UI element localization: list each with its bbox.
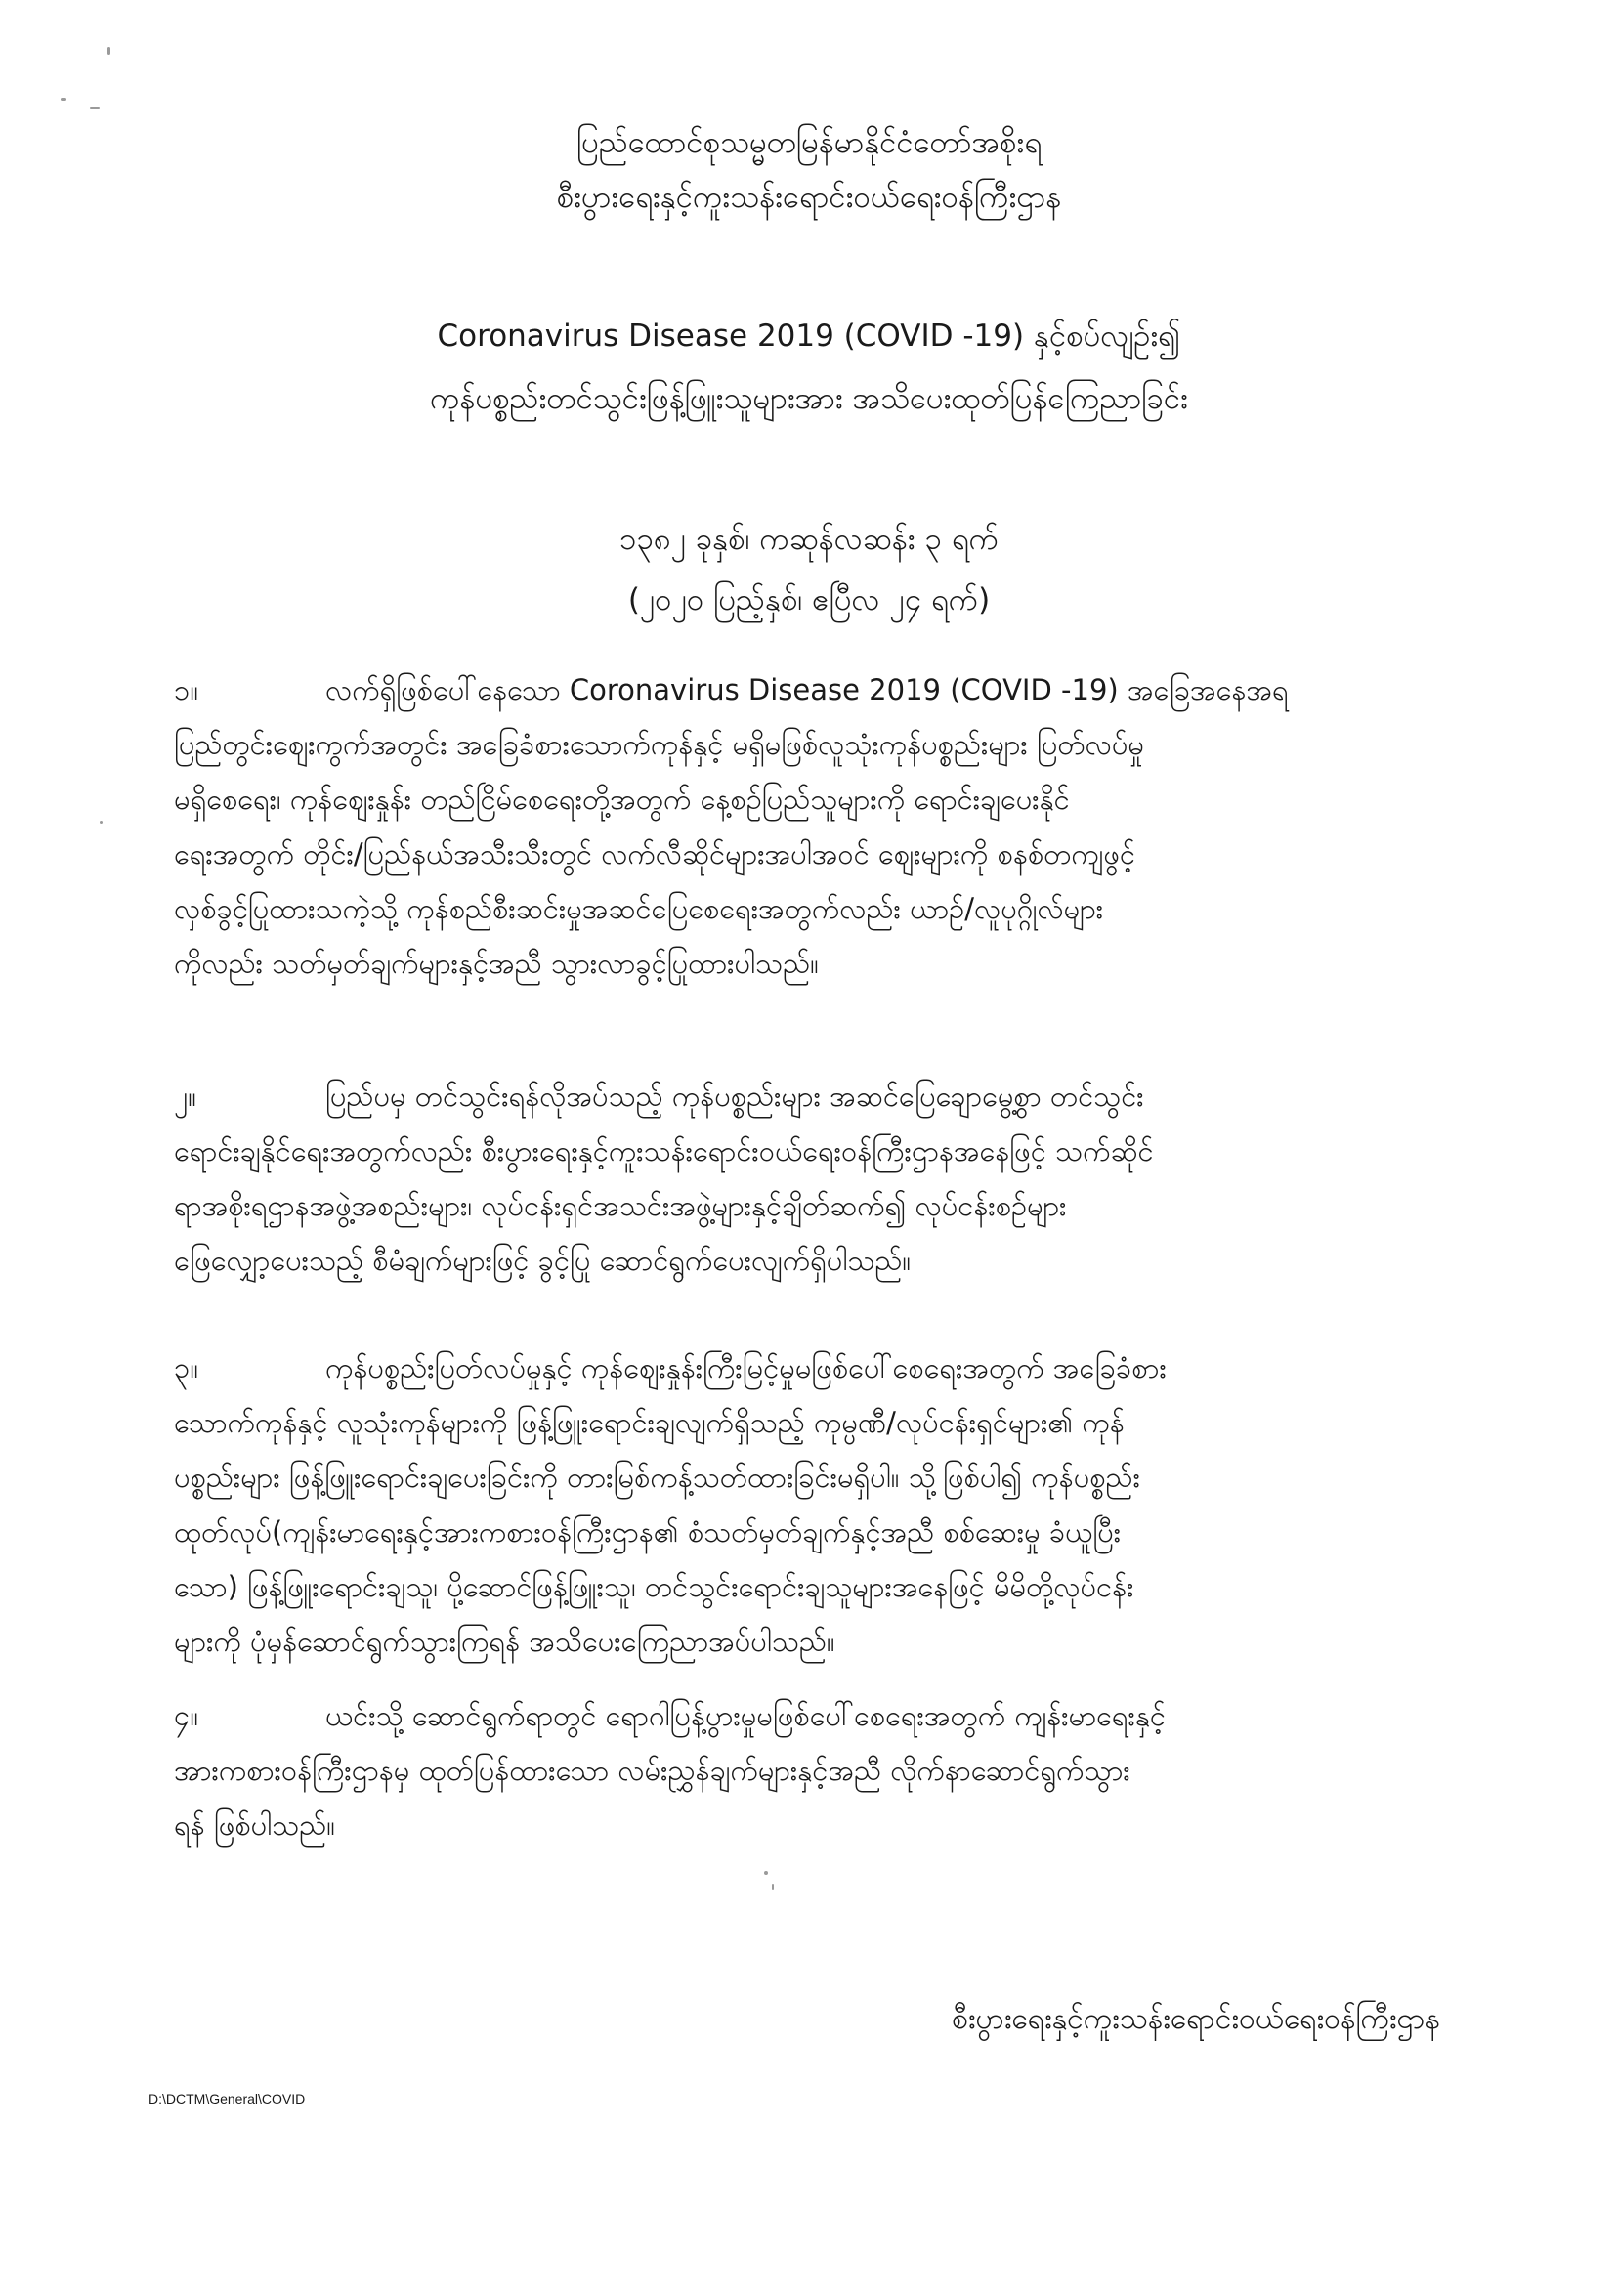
paragraph-line	[174, 1069, 1440, 1124]
scan-speck	[90, 107, 100, 109]
paragraph-3	[174, 1340, 1440, 1669]
paragraph-text: ပြည်ပမှ တင်သွင်းရန်လိုအပ်သည့် ကုန်ပစ္စည်းများ အဆင်ပြေချောမွေ့စွာ တင်သွင်း	[325, 1080, 1144, 1113]
government-name: ပြည်ထောင်စုသမ္မတမြန်မာနိုင်ငံတော်အစိုးရ	[575, 125, 1043, 160]
paragraph-text: ယင်းသို့ ဆောင်ရွက်ရာတွင် ရောဂါပြန့်ပွားမှုမဖြစ်ပေါ်စေရေးအတွက် ကျန်းမာရေးနှင့်	[325, 1699, 1166, 1732]
paragraph-line: ရေးအတွက် တိုင်း/ပြည်နယ်အသီးသီးတွင် လက်လီဆိုင်များအပါအဝင် ဈေးများကို စနစ်တကျဖွင့်	[174, 837, 1135, 871]
paragraph-line	[174, 1688, 1440, 1743]
scan-speck	[764, 1871, 768, 1875]
subject-title-line-1: Coronavirus Disease 2019 (COVID -19) နှင့်စပ်လျဉ်း၍	[437, 319, 1181, 354]
paragraph-line: လှစ်ခွင့်ပြုထားသကဲ့သို့ ကုန်စည်စီးဆင်းမှုအဆင်ပြေစေရေးအတွက်လည်း ယာဉ်/လူပုဂ္ဂိုလ်များ	[174, 892, 1104, 925]
paragraph-2	[174, 1069, 1440, 1288]
scan-speck	[61, 98, 66, 101]
paragraph-line: မရှိစေရေး၊ ကုန်ဈေးနှုန်း တည်ငြိမ်စေရေးတို့အတွက် နေ့စဉ်ပြည်သူများကို ရောင်းချပေးနိုင်	[174, 783, 1070, 816]
scan-speck	[107, 47, 110, 55]
paragraph-4	[174, 1688, 1440, 1852]
subject-title-line-2: ကုန်ပစ္စည်းတင်သွင်းဖြန့်ဖြူးသူများအား အသိပေးထုတ်ပြန်ကြေညာခြင်း	[430, 381, 1188, 416]
paragraph-line	[174, 662, 1440, 717]
date-gregorian: (၂၀၂၀ ပြည့်နှစ်၊ ဧပြီလ ၂၄ ရက်)	[627, 582, 991, 617]
paragraph-text: လက်ရှိဖြစ်ပေါ်နေသော Coronavirus Disease 2019 (COVID -19) အခြေအနေအရ	[325, 673, 1289, 706]
paragraph-line: ရန် ဖြစ်ပါသည်။	[174, 1808, 336, 1842]
paragraph-line: ပြည်တွင်းဈေးကွက်အတွင်း အခြေခံစားသောက်ကုန်နှင့် မရှိမဖြစ်လူသုံးကုန်ပစ္စည်းများ ပြတ်လပ်မှု	[174, 728, 1144, 761]
scan-speck	[100, 821, 103, 824]
scan-speck	[772, 1884, 774, 1890]
paragraph-line: ပစ္စည်းများ ဖြန့်ဖြူးရောင်းချပေးခြင်းကို တားမြစ်ကန့်သတ်ထားခြင်းမရှိပါ။ သို့ဖြစ်ပါ၍ ကုန်ပစ္စည်း	[174, 1461, 1140, 1494]
paragraph-line: ရောင်းချနိုင်ရေးအတွက်လည်း စီးပွားရေးနှင့်ကူးသန်းရောင်းဝယ်ရေးဝန်ကြီးဌာနအနေဖြင့် သက်ဆိုင်	[174, 1134, 1154, 1168]
ministry-name: စီးပွားရေးနှင့်ကူးသန်းရောင်းဝယ်ရေးဝန်ကြီးဌာန	[556, 180, 1062, 215]
paragraph-text: ကုန်ပစ္စည်းပြတ်လပ်မှုနှင့် ကုန်ဈေးနှုန်းကြီးမြင့်မှုမဖြစ်ပေါ်စေရေးအတွက် အခြေခံစား	[325, 1351, 1167, 1384]
signature-ministry: စီးပွားရေးနှင့်ကူးသန်းရောင်းဝယ်ရေးဝန်ကြီးဌာန	[951, 2002, 1440, 2036]
paragraph-number: ၁။	[174, 673, 199, 706]
paragraph-line: သော) ဖြန့်ဖြူးရောင်းချသူ၊ ပို့ဆောင်ဖြန့်ဖြူးသူ၊ တင်သွင်းရောင်းချသူများအနေဖြင့် မိမိတို့လုပ်ငန်း	[174, 1570, 1134, 1603]
paragraph-line: ထုတ်လုပ်(ကျန်းမာရေးနှင့်အားကစားဝန်ကြီးဌာန၏ စံသတ်မှတ်ချက်နှင့်အညီ စစ်ဆေးမှု ခံယူပြီး	[174, 1515, 1122, 1549]
paragraph-number: ၄။	[174, 1699, 199, 1732]
paragraph-line: များကို ပုံမှန်ဆောင်ရွက်သွားကြရန် အသိပေးကြေညာအပ်ပါသည်။	[174, 1625, 835, 1658]
paragraph-line: ကိုလည်း သတ်မှတ်ချက်များနှင့်အညီ သွားလာခွင့်ပြုထားပါသည်။	[174, 947, 819, 980]
paragraph-number: ၂။	[174, 1080, 197, 1113]
paragraph-line: အားကစားဝန်ကြီးဌာနမှ ထုတ်ပြန်ထားသော လမ်းညွှန်ချက်များနှင့်အညီ လိုက်နာဆောင်ရွက်သွား	[174, 1754, 1130, 1787]
paragraph-line: ရာအစိုးရဌာနအဖွဲ့အစည်းများ၊ လုပ်ငန်းရှင်အသင်းအဖွဲ့များနှင့်ချိတ်ဆက်၍ လုပ်ငန်းစဉ်များ	[174, 1189, 1067, 1222]
paragraph-1	[174, 662, 1440, 991]
paragraph-line: သောက်ကုန်နှင့် လူသုံးကုန်များကို ဖြန့်ဖြူးရောင်းချလျက်ရှိသည့် ကုမ္ပဏီ/လုပ်ငန်းရှင်များ၏ ကုန်	[174, 1406, 1125, 1439]
paragraph-line	[174, 1340, 1440, 1395]
paragraph-number: ၃။	[174, 1351, 199, 1384]
date-myanmar: ၁၃၈၂ ခုနှစ်၊ ကဆုန်လဆန်း ၃ ရက်	[619, 522, 999, 557]
paragraph-line: ဖြေလျှော့ပေးသည့် စီမံချက်များဖြင့် ခွင့်ပြု ဆောင်ရွက်ပေးလျက်ရှိပါသည်။	[174, 1244, 912, 1277]
file-reference: D:\DCTM\General\COVID	[149, 2091, 306, 2106]
